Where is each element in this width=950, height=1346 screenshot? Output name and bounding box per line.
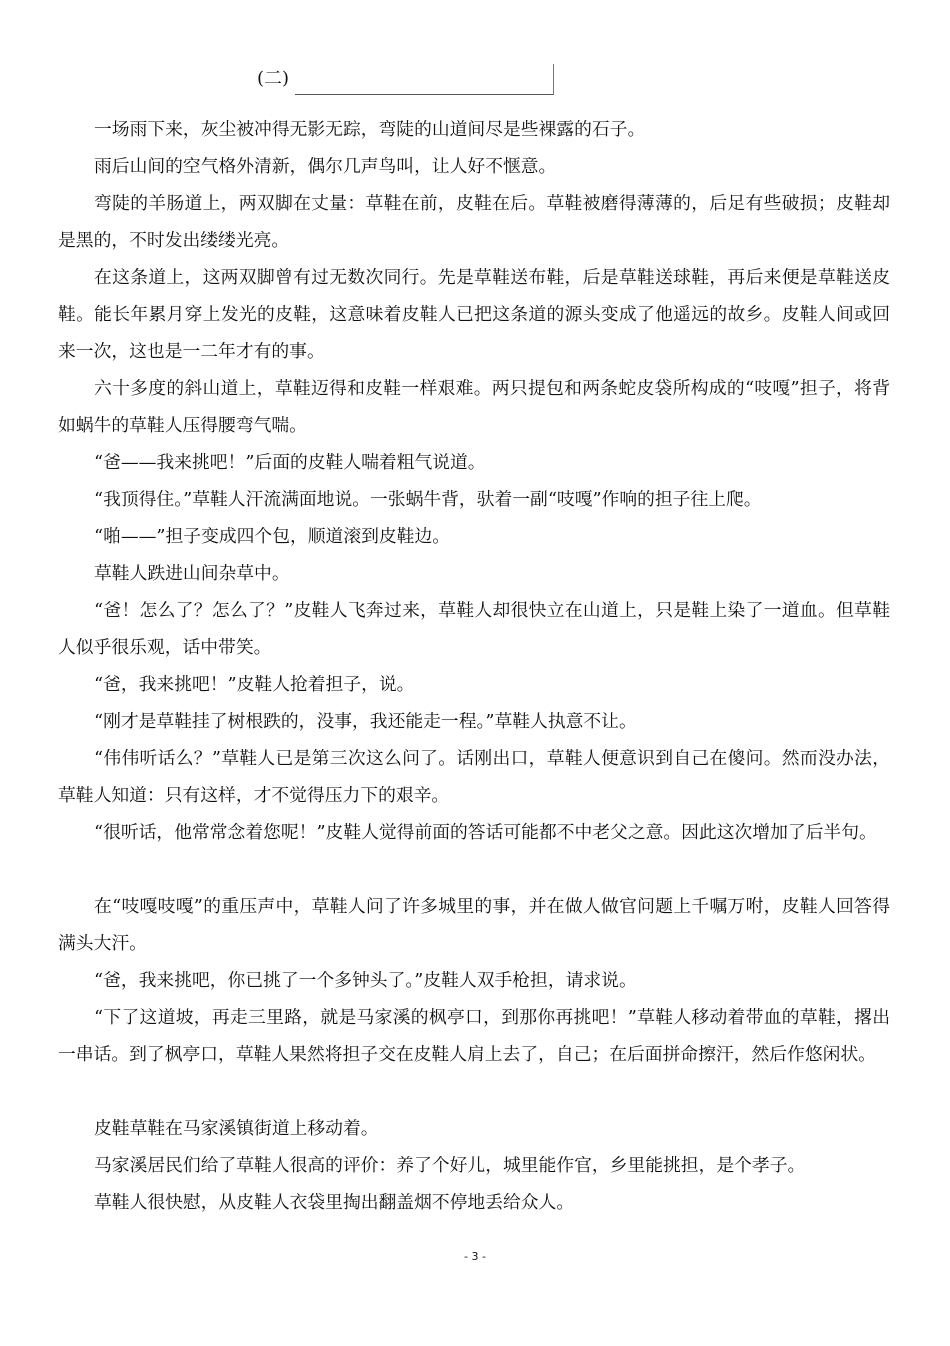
paragraph: “下了这道坡，再走三里路，就是马家溪的枫亭口，到那你再挑吧！”草鞋人移动着带血的草鞋，撂出一串话。到了枫亭口，草鞋人果然将担子交在皮鞋人肩上去了，自己；在后面拼命擦汗，然后作悠闲状。	[58, 1007, 890, 1065]
paragraph: “爸！怎么了？怎么了？”皮鞋人飞奔过来，草鞋人却很快立在山道上，只是鞋上染了一道血。但草鞋人似乎很乐观，话中带笑。	[58, 600, 890, 658]
paragraph: “啪——”担子变成四个包，顺道滚到皮鞋边。	[94, 526, 451, 547]
paragraph: “爸——我来挑吧！”后面的皮鞋人喘着粗气说道。	[94, 452, 486, 473]
title-blank-edge	[553, 64, 554, 95]
paragraph: “伟伟听话么？”草鞋人已是第三次这么问了。话刚出口，草鞋人便意识到自己在傻问。然而没办法，草鞋人知道：只有这样，才不觉得压力下的艰辛。	[58, 748, 890, 806]
paragraph: “很听话，他常常念着您呢！”皮鞋人觉得前面的答话可能都不中老父之意。因此这次增加了后半句。	[94, 822, 877, 843]
paragraph: 六十多度的斜山道上，草鞋迈得和皮鞋一样艰难。两只提包和两条蛇皮袋所构成的“吱嘎”担子，将背如蜗牛的草鞋人压得腰弯气喘。	[58, 378, 890, 436]
paragraph: 一场雨下来，灰尘被冲得无影无踪，弯陡的山道间尽是些裸露的石子。	[94, 119, 646, 140]
paragraph: 在这条道上，这两双脚曾有过无数次同行。先是草鞋送布鞋，后是草鞋送球鞋，再后来便是草鞋送皮鞋。能长年累月穿上发光的皮鞋，这意味着皮鞋人已把这条道的源头变成了他遥远的故乡。皮鞋人间或回来一次，这也是一二年才有的事。	[58, 267, 890, 362]
paragraph: 草鞋人跌进山间杂草中。	[94, 563, 290, 584]
paragraph: 雨后山间的空气格外清新，偶尔几声鸟叫，让人好不惬意。	[94, 156, 557, 177]
paragraph: 弯陡的羊肠道上，两双脚在丈量：草鞋在前，皮鞋在后。草鞋被磨得薄薄的，后足有些破损；皮鞋却是黑的，不时发出缕缕光亮。	[58, 193, 890, 251]
paragraph: “我顶得住。”草鞋人汗流满面地说。一张蜗牛背，驮着一副“吱嘎”作响的担子往上爬。	[94, 489, 762, 510]
section-heading: (二)	[257, 68, 290, 89]
paragraph: 草鞋人很快慰，从皮鞋人衣袋里掏出翻盖烟不停地丢给众人。	[94, 1192, 575, 1213]
paragraph: “爸，我来挑吧！”皮鞋人抢着担子，说。	[94, 674, 415, 695]
paragraph: “爸，我来挑吧，你已挑了一个多钟头了。”皮鞋人双手枪担，请求说。	[94, 970, 637, 991]
paragraph: 在“吱嘎吱嘎”的重压声中，草鞋人问了许多城里的事，并在做人做官问题上千嘱万咐，皮鞋人回答得满头大汗。	[58, 896, 890, 954]
title-blank-line	[295, 94, 553, 95]
page-number: - 3 -	[464, 1250, 486, 1263]
paragraph: 皮鞋草鞋在马家溪镇街道上移动着。	[94, 1118, 379, 1139]
paragraph: 马家溪居民们给了草鞋人很高的评价：养了个好儿，城里能作官，乡里能挑担，是个孝子。	[94, 1155, 806, 1176]
paragraph: “刚才是草鞋挂了树根跌的，没事，我还能走一程。”草鞋人执意不让。	[94, 711, 637, 732]
